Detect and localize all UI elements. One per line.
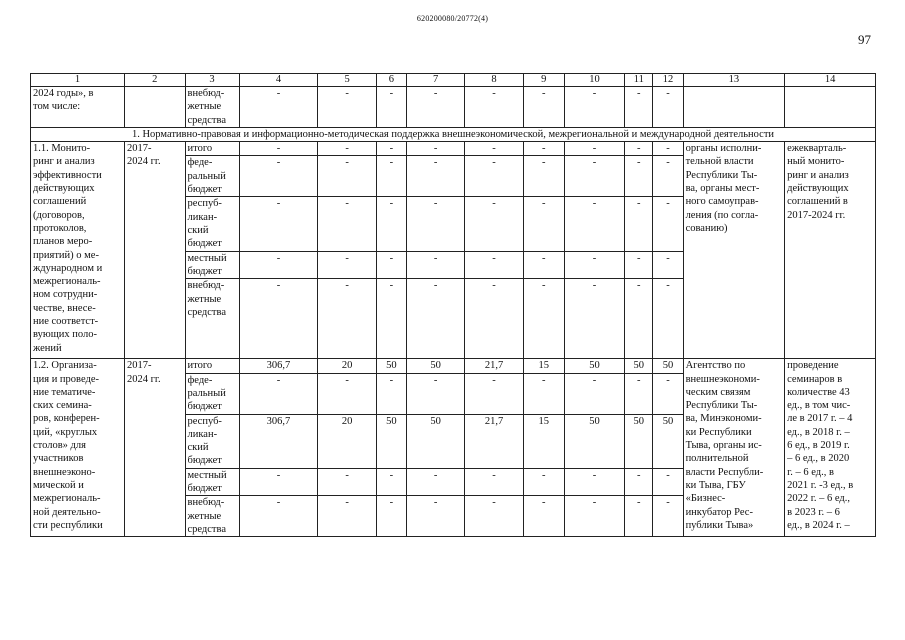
value-cell: - (318, 279, 376, 359)
value-cell: - (523, 496, 564, 537)
value-cell: - (318, 373, 376, 414)
value-cell: - (465, 251, 523, 279)
value-cell: - (406, 251, 464, 279)
table-body (31, 74, 876, 537)
document-code: 620200080/20772(4) (416, 14, 489, 23)
value-cell: - (523, 279, 564, 359)
value-cell: - (523, 197, 564, 251)
column-header: 11 (625, 74, 653, 87)
column-header: 2 (125, 74, 186, 87)
empty-cell (785, 87, 876, 128)
funding-source: итого (185, 142, 239, 156)
funding-source: феде- ральный бюджет (185, 373, 239, 414)
value-cell: - (564, 279, 625, 359)
measure-period: 2017- 2024 гг. (125, 359, 186, 537)
measure-name: 1.1. Монито- ринг и анализ эффективности действующих соглашений (договоров, протоколов, планов меро- приятий) о ме- ждународном и межрегиональ- ном сотрудни- честве, внесе- ние соответст- вующих поло- жений (31, 142, 125, 359)
value-cell: - (465, 279, 523, 359)
value-cell: 21,7 (465, 359, 523, 373)
value-cell: - (653, 87, 683, 128)
value-cell: - (406, 156, 464, 197)
value-cell: 50 (564, 359, 625, 373)
column-header: 13 (683, 74, 785, 87)
continuation-row (31, 87, 876, 128)
value-cell: 50 (653, 359, 683, 373)
value-cell: 50 (564, 414, 625, 468)
funding-source: феде- ральный бюджет (185, 156, 239, 197)
value-cell: - (376, 496, 406, 537)
value-cell: - (653, 279, 683, 359)
header-row (31, 74, 876, 87)
value-cell: - (564, 87, 625, 128)
measure-executors: органы исполни- тельной власти Республики Ты- ва, органы мест- ного самоуправ- ления (по согла- сованию) (683, 142, 785, 359)
column-header: 4 (239, 74, 318, 87)
continuation-label: 2024 годы», в том числе: (31, 87, 125, 128)
value-cell: - (523, 142, 564, 156)
value-cell: - (318, 468, 376, 496)
column-header: 10 (564, 74, 625, 87)
value-cell: 15 (523, 359, 564, 373)
value-cell: 306,7 (239, 414, 318, 468)
value-cell: - (318, 142, 376, 156)
column-header: 14 (785, 74, 876, 87)
value-cell: - (465, 468, 523, 496)
column-header: 9 (523, 74, 564, 87)
value-cell: - (523, 156, 564, 197)
value-cell: - (376, 156, 406, 197)
value-cell: 50 (406, 359, 464, 373)
value-cell: - (625, 279, 653, 359)
value-cell: - (653, 251, 683, 279)
value-cell: - (465, 197, 523, 251)
section-title: 1. Нормативно-правовая и информационно-методическая поддержка внешнеэкономической, межрегиональной и международной деятельности (31, 127, 876, 141)
value-cell: - (318, 496, 376, 537)
value-cell: - (523, 87, 564, 128)
value-cell: - (625, 251, 653, 279)
funding-source: местный бюджет (185, 251, 239, 279)
value-cell: 50 (625, 359, 653, 373)
section-row (31, 127, 876, 141)
budget-table (30, 73, 876, 537)
value-cell: - (239, 142, 318, 156)
column-header: 7 (406, 74, 464, 87)
value-cell: - (376, 279, 406, 359)
value-cell: - (625, 87, 653, 128)
value-cell: - (376, 468, 406, 496)
value-cell: - (318, 87, 376, 128)
funding-source: внебюд- жетные средства (185, 496, 239, 537)
value-cell: - (376, 373, 406, 414)
value-cell: 306,7 (239, 359, 318, 373)
value-cell: - (625, 496, 653, 537)
funding-source: внебюд- жетные средства (185, 87, 239, 128)
value-cell: - (625, 197, 653, 251)
page-number: 97 (858, 32, 871, 47)
value-cell: - (406, 142, 464, 156)
value-cell: - (376, 142, 406, 156)
value-cell: - (653, 496, 683, 537)
measure-name: 1.2. Организа- ция и проведе- ние тематиче- ских семина- ров, конферен- ций, «круглых столов» для участников внешнеэконо- мической и межрегиональ- ной деятельно- сти республики (31, 359, 125, 537)
value-cell: - (653, 373, 683, 414)
value-cell: - (465, 373, 523, 414)
table-row (31, 359, 876, 373)
value-cell: - (239, 87, 318, 128)
value-cell: - (564, 373, 625, 414)
funding-source: респуб- ликан- ский бюджет (185, 414, 239, 468)
value-cell: - (239, 156, 318, 197)
value-cell: 21,7 (465, 414, 523, 468)
value-cell: - (406, 197, 464, 251)
column-header: 1 (31, 74, 125, 87)
value-cell: - (625, 373, 653, 414)
measure-result: проведение семинаров в количестве 43 ед., в том чис- ле в 2017 г. – 4 ед., в 2018 г. – 6 ед., в 2019 г. – 6 ед., в 2020 г. – 6 ед., в 2021 г. -3 ед., в 2022 г. – 6 ед., в 2023 г. – 6 ед., в 2024 г. – (785, 359, 876, 537)
funding-source: местный бюджет (185, 468, 239, 496)
value-cell: - (406, 87, 464, 128)
value-cell: - (465, 87, 523, 128)
column-header: 3 (185, 74, 239, 87)
measure-period: 2017- 2024 гг. (125, 142, 186, 359)
value-cell: - (239, 279, 318, 359)
column-header: 12 (653, 74, 683, 87)
funding-source: внебюд- жетные средства (185, 279, 239, 359)
value-cell: - (625, 142, 653, 156)
value-cell: - (564, 496, 625, 537)
value-cell: - (406, 279, 464, 359)
value-cell: - (406, 373, 464, 414)
empty-cell (125, 87, 186, 128)
value-cell: - (564, 468, 625, 496)
value-cell: - (239, 373, 318, 414)
value-cell: 50 (406, 414, 464, 468)
value-cell: - (465, 156, 523, 197)
column-header: 6 (376, 74, 406, 87)
value-cell: - (376, 251, 406, 279)
column-header: 5 (318, 74, 376, 87)
value-cell: - (564, 197, 625, 251)
value-cell: - (406, 496, 464, 537)
value-cell: - (653, 142, 683, 156)
table-row (31, 142, 876, 156)
value-cell: - (653, 468, 683, 496)
column-header: 8 (465, 74, 523, 87)
value-cell: - (376, 197, 406, 251)
value-cell: - (239, 197, 318, 251)
measure-executors: Агентство по внешнеэкономи- ческим связям Республики Ты- ва, Минэкономи- ки Республики Тыва, органы ис- полнительной власти Республи- ки Тыва, ГБУ «Бизнес- инкубатор Рес- публики Тыва» (683, 359, 785, 537)
value-cell: - (564, 251, 625, 279)
value-cell: - (523, 251, 564, 279)
value-cell: - (239, 496, 318, 537)
empty-cell (683, 87, 785, 128)
value-cell: - (239, 251, 318, 279)
value-cell: - (625, 468, 653, 496)
value-cell: - (465, 142, 523, 156)
value-cell: - (318, 156, 376, 197)
value-cell: 50 (625, 414, 653, 468)
value-cell: 50 (653, 414, 683, 468)
value-cell: 20 (318, 414, 376, 468)
value-cell: - (406, 468, 464, 496)
funding-source: респуб- ликан- ский бюджет (185, 197, 239, 251)
value-cell: - (465, 496, 523, 537)
value-cell: 50 (376, 359, 406, 373)
value-cell: 15 (523, 414, 564, 468)
value-cell: - (625, 156, 653, 197)
value-cell: - (239, 468, 318, 496)
value-cell: - (523, 373, 564, 414)
value-cell: - (376, 87, 406, 128)
funding-source: итого (185, 359, 239, 373)
value-cell: - (564, 142, 625, 156)
value-cell: 20 (318, 359, 376, 373)
value-cell: - (523, 468, 564, 496)
value-cell: - (318, 251, 376, 279)
value-cell: - (653, 156, 683, 197)
measure-result: ежекварталь- ный монито- ринг и анализ действующих соглашений в 2017-2024 гг. (785, 142, 876, 359)
value-cell: - (653, 197, 683, 251)
value-cell: - (318, 197, 376, 251)
value-cell: - (564, 156, 625, 197)
value-cell: 50 (376, 414, 406, 468)
